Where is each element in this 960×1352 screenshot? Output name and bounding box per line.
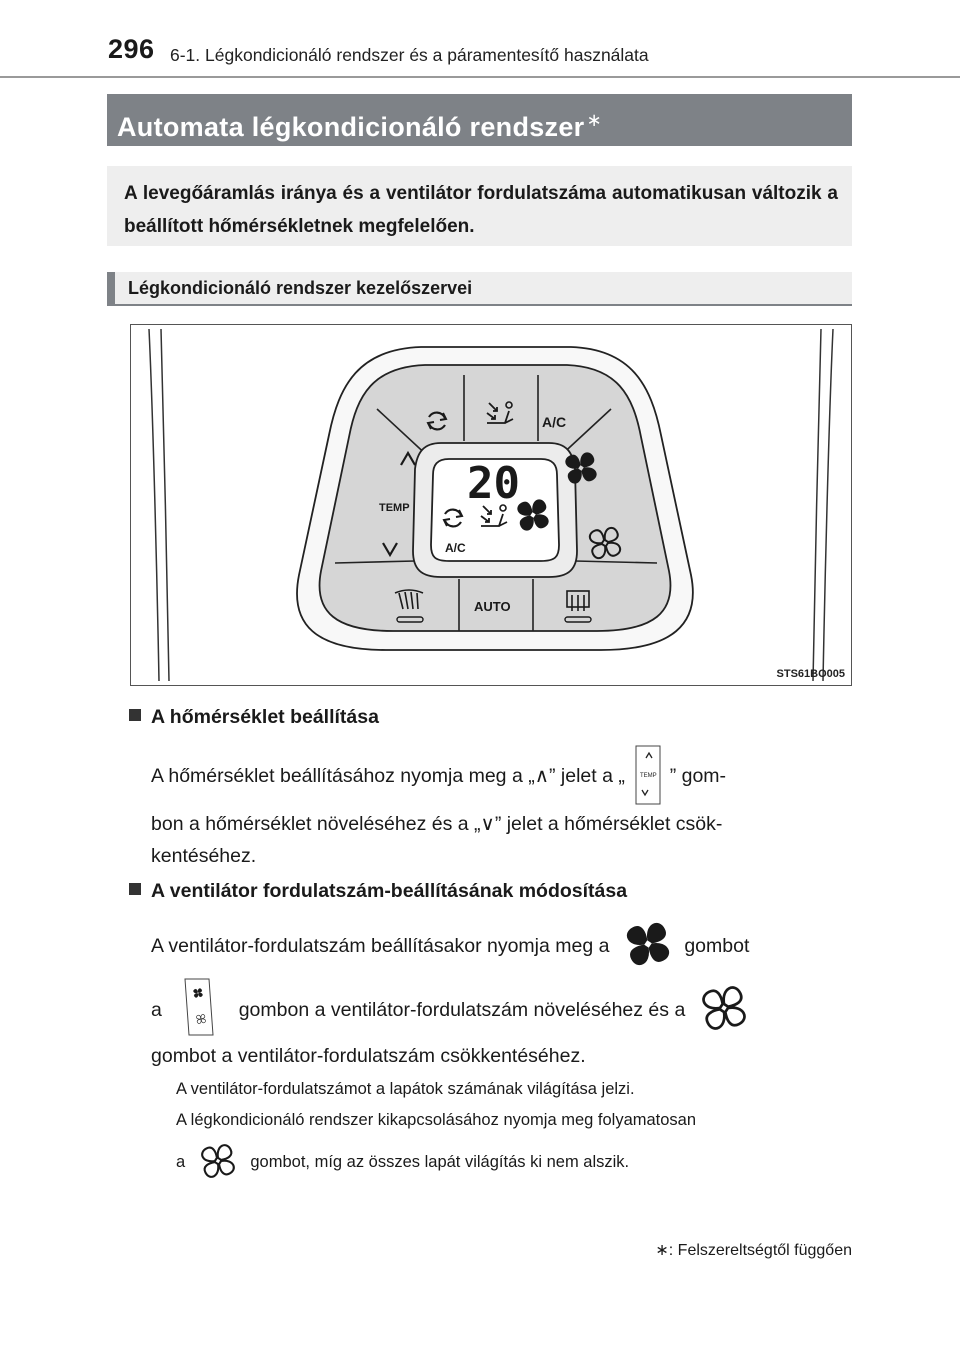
temperature-heading-text: A hőmérséklet beállítása: [151, 706, 379, 728]
control-panel-illustration: [131, 325, 851, 685]
temp-text-1b: ” jelet a „: [548, 765, 625, 787]
fan-heading-text: A ventilátor fordulatszám-beállításának módosítása: [151, 880, 628, 902]
page-title-text: Automata légkondicionáló rendszer: [117, 112, 585, 142]
fan-text-1b: gombot: [684, 935, 750, 957]
footnote-text: : Felszereltségtől függően: [668, 1242, 852, 1259]
header-rule: [0, 76, 960, 78]
temperature-line-2: [151, 806, 853, 842]
temperature-heading: [129, 706, 379, 729]
temp-text-1c: ” gom-: [669, 765, 727, 787]
temperature-line-1: [151, 758, 853, 794]
fan-outline-icon-small: [198, 1141, 238, 1181]
temp-text-2b: ” jelet a hőmérséklet csök-: [494, 813, 723, 835]
fan-note-1: A ventilátor-fordulatszámot a lapátok számának világítása jelzi.: [176, 1080, 635, 1098]
mini-temp-button-icon: [630, 744, 664, 806]
page-number: 296: [108, 34, 155, 64]
temp-text-1a: A hőmérséklet beállításához nyomja meg a „: [151, 765, 535, 787]
page-title: [107, 94, 852, 146]
fan-text-1a: A ventilátor-fordulatszám beállításakor nyomja meg a: [151, 935, 610, 957]
fan-text-2a: a: [151, 999, 162, 1021]
fan-note-3: [176, 1150, 852, 1175]
fan-note-3a: a: [176, 1153, 186, 1171]
fan-note-2: A légkondicionáló rendszer kikapcsolásához nyomja meg folyamatosan: [176, 1111, 697, 1129]
temp-up-glyph: ∧: [534, 765, 549, 787]
section-title: Légkondicionáló rendszer kezelőszervei: [107, 272, 852, 306]
display-temperature: 20: [467, 458, 520, 509]
bullet-square: [129, 709, 141, 721]
temp-down-glyph: ∨: [480, 813, 495, 835]
fan-heading: [129, 880, 627, 903]
figure-code: STS61BO005: [776, 668, 845, 680]
auto-button-label: AUTO: [474, 599, 511, 614]
ac-button-label: A/C: [542, 414, 567, 430]
fan-outline-icon: [699, 983, 749, 1033]
fan-filled-icon: [623, 919, 673, 969]
fan-line-1: [151, 928, 853, 964]
footnote-mark: ∗: [655, 1242, 669, 1259]
temp-text-2a: bon a hőmérséklet növeléséhez és a „: [151, 813, 481, 835]
fan-note-3b: gombot, míg az összes lapát világítás ki nem alszik.: [250, 1153, 630, 1171]
mini-temp-label: TEMP: [640, 772, 657, 779]
temperature-line-3: kentéséhez.: [151, 845, 257, 867]
intro-text: A levegőáramlás iránya és a ventilátor fordulatszáma automatikusan változik a beállított hőmérsékletnek megfelelően.: [107, 166, 852, 246]
bullet-square: [129, 883, 141, 895]
control-panel-figure: [130, 324, 852, 686]
chapter-title: 6-1. Légkondicionáló rendszer és a páramentesítő használata: [170, 45, 649, 65]
fan-line-3: gombot a ventilátor-fordulatszám csökkentéséhez.: [151, 1045, 586, 1067]
display-ac-label: A/C: [445, 541, 466, 555]
fan-text-2b: gombon a ventilátor-fordulatszám növeléséhez és a: [238, 999, 686, 1021]
footnote: [655, 1240, 852, 1260]
temp-label: TEMP: [379, 502, 410, 514]
mini-fan-button-icon: [179, 975, 219, 1039]
fan-line-2: [151, 992, 853, 1028]
title-footnote-mark: ∗: [586, 110, 602, 130]
